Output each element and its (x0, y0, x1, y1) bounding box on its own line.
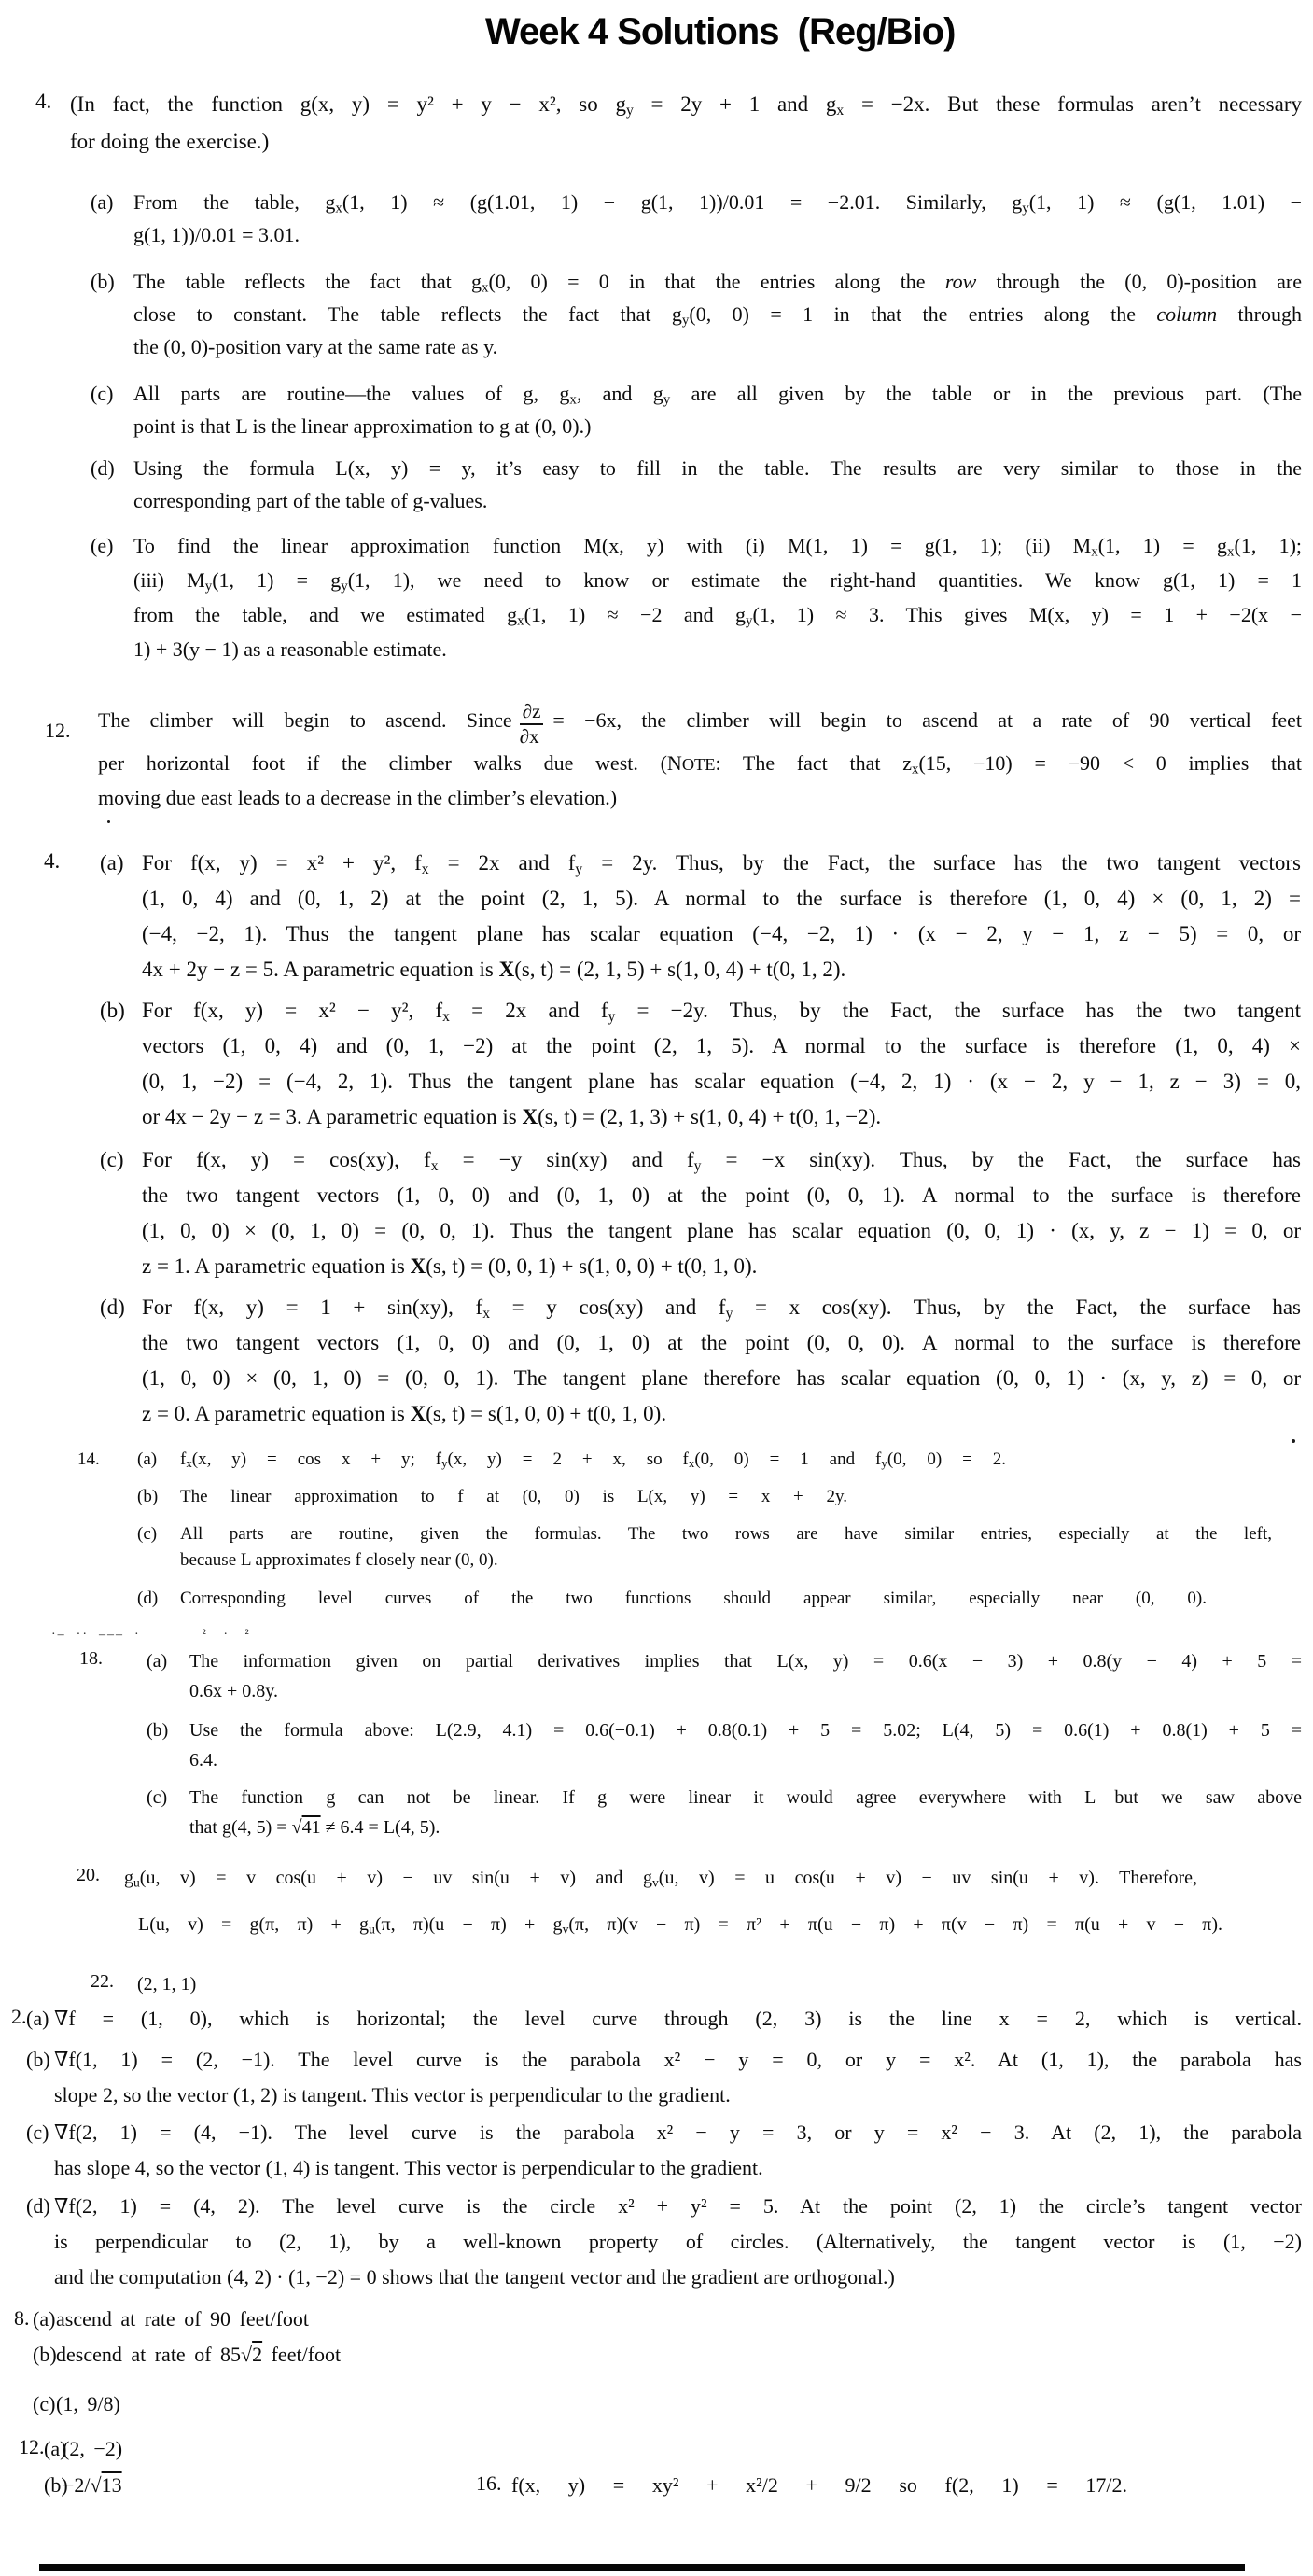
text-line (26, 2001, 1302, 2037)
text-line: is perpendicular to (2, 1), by a well-known property of circles. (Alternatively, the tangent vector is (1, −2) (54, 2230, 1302, 2253)
item-text: For f(x, y) = x² + y², $f_x = 2x$ and $f_y = 2y$. Thus, by the Fact, the surface has the two tangent vectors (142, 851, 1302, 877)
item-8b (33, 2339, 709, 2371)
item-text: Use the formula above: L(2.9, 4.1) = 0.6(−0.1) + 0.8(0.1) + 5 = 5.02; L(4, 5) = 0.6(1) + 0.8(1) + 5 = (189, 1720, 1302, 1741)
item-14b (137, 1484, 1281, 1510)
item-text: (2, −2) (63, 2437, 123, 2460)
item-text: For f(x, y) = cos(xy), $f_x = -y$ sin(xy) and $f_y = -x$ sin(xy). Thus, by the Fact, the surface has (142, 1148, 1301, 1174)
item-8c (33, 2388, 709, 2420)
item-label: (a) (33, 2307, 56, 2331)
text-line: (1, 0, 0) × (0, 1, 0) = (0, 0, 1). The tangent plane therefore has scalar equation (0, 0, 1) · (x, y, z) = 0, or (142, 1366, 1301, 1390)
item-label: (b) (137, 1487, 159, 1506)
item-2a (26, 2001, 1302, 2037)
item-2d (26, 2189, 1302, 2295)
item-text: All parts are routine—the values of g, $g_x$, and $g_y$ are all given by the table or in the previous part. (The (133, 382, 1303, 408)
item-4b-b (100, 993, 1301, 1135)
text-line (137, 1586, 1207, 1612)
problem-number-16: 16. (476, 2471, 502, 2495)
text-line: the (0, 0)-position vary at the same rate as y. (133, 335, 498, 358)
text-line: or 4x − 2y − z = 3. A parametric equation is X(s, t) = (2, 1, 3) + s(1, 0, 4) + t(0, 1, −2). (142, 1105, 882, 1128)
text-line (91, 528, 1303, 563)
text-line (137, 1521, 1272, 1547)
text-segment: = −6x, the climber will begin to ascend at a rate of 90 vertical feet (552, 708, 1302, 732)
text-line: z = 0. A parametric equation is X(s, t) = s(1, 0, 0) + t(0, 1, 0). (142, 1402, 667, 1425)
item-4b-d (100, 1290, 1301, 1432)
text-line: for doing the exercise.) (70, 130, 270, 153)
fraction-numerator: ∂z (522, 700, 541, 722)
text-line: 1) + 3(y − 1) as a reasonable estimate. (133, 637, 447, 661)
text-line (26, 2189, 1302, 2224)
item-text: Using the formula L(x, y) = y, it’s easy to fill in the table. The results are very similar to those in the (133, 456, 1302, 480)
item-12b-b (44, 2470, 529, 2501)
text-line: z = 1. A parametric equation is X(s, t) = (0, 0, 1) + s(1, 0, 0) + t(0, 1, 0). (142, 1254, 758, 1278)
text-line (100, 846, 1302, 881)
text-line: corresponding part of the table of g-values. (133, 489, 488, 512)
problem-number-2: 2. (11, 2005, 27, 2028)
text-line: that g(4, 5) = √41 ≠ 6.4 = L(4, 5). (189, 1817, 440, 1838)
item-label: (b) (100, 999, 125, 1022)
text-line: the two tangent vectors (1, 0, 0) and (0, 1, 0) at the point (0, 0, 1). A normal to the surface is therefore (142, 1183, 1301, 1207)
problem-22-text: (2, 1, 1) (137, 1974, 197, 1995)
text-line: (−4, −2, 1). Thus the tangent plane has scalar equation (−4, −2, 1) · (x − 2, y − 1, z − 5) = 0, or (142, 922, 1301, 945)
text-line: point is that L is the linear approximation to g at (0, 0).) (133, 414, 592, 438)
item-text: −2/√13 (63, 2473, 122, 2497)
text-line: 6.4. (189, 1750, 217, 1771)
item-text: The table reflects the fact that $g_x(0$, 0) = 0 in that the entries along the row through the (0, 0)-position are (133, 270, 1303, 296)
item-text: From the table, $g_x(1$, 1) ≈ (g(1.01, 1) − g(1, 1))/0.01 = −2.01. Similarly, $g_y(1$, 1) ≈ (g(1, 1.01) − (133, 190, 1302, 217)
item-text: ∇f(2, 1) = (4, −1). The level curve is the parabola x² − y = 3, or y = x² − 3. At (2, 1), the parabola (54, 2121, 1302, 2144)
item-label: (b) (147, 1720, 169, 1741)
item-label: (c) (147, 1787, 168, 1808)
text-line (147, 1783, 1302, 1813)
item-label: (d) (91, 456, 115, 480)
item-label: (e) (91, 534, 114, 557)
item-label: (a) (26, 2007, 49, 2030)
item-text: descend at rate of 85√2 feet/foot (56, 2343, 342, 2366)
text-line (100, 1290, 1301, 1325)
text-line: has slope 4, so the vector (1, 4) is tangent. This vector is perpendicular to the gradient. (54, 2156, 763, 2179)
text-line (137, 1484, 847, 1510)
item-text: ∇f(1, 1) = (2, −1). The level curve is the parabola x² − y = 0, or y = x². At (1, 1), the parabola has (54, 2048, 1302, 2071)
text-line (100, 993, 1301, 1029)
item-text: All parts are routine, given the formulas. The two rows are have similar entries, especially at the left, (180, 1524, 1272, 1544)
item-2b (26, 2042, 1302, 2113)
text-line (26, 2042, 1302, 2078)
text-line: the two tangent vectors (1, 0, 0) and (0, 1, 0) at the point (0, 0, 0). A normal to the surface is therefore (142, 1331, 1301, 1354)
item-4b-a (100, 846, 1302, 987)
text-segment: The climber will begin to ascend. Since (98, 708, 512, 732)
item-18b (147, 1715, 1302, 1775)
text-line (100, 1142, 1301, 1178)
item-label: (a) (137, 1449, 158, 1469)
item-4e (91, 528, 1303, 666)
item-text: The function g can not be linear. If g were linear it would agree everywhere with L—but we saw above (189, 1787, 1302, 1808)
item-12b-a (44, 2433, 529, 2465)
text-line (98, 702, 1302, 747)
item-text: The linear approximation to f at (0, 0) is L(x, y) = x + 2y. (180, 1487, 847, 1506)
item-label: (c) (33, 2392, 56, 2415)
problem-number-20: 20. (77, 1865, 100, 1885)
problem-number-22: 22. (91, 1971, 114, 1992)
text-line (91, 452, 1302, 484)
item-label: (a) (147, 1651, 168, 1672)
item-label: (c) (137, 1524, 158, 1544)
item-4a (91, 186, 1302, 251)
scan-speck (107, 820, 110, 823)
problem-12 (98, 702, 1302, 815)
item-4d (91, 452, 1302, 517)
text-line: 4x + 2y − z = 5. A parametric equation is X(s, t) = (2, 1, 5) + s(1, 0, 4) + t(0, 1, 2). (142, 958, 846, 981)
text-line: per horizontal foot if the climber walks due west. (NOTE: The fact that $z_x(15$, −10) = −90 < 0 implies that (98, 751, 1303, 777)
item-text: $f_x(x$, y) = cos x + y; $f_y(x$, y) = 2 + x, so $f_x(0$, 0) = 1 and $f_y(0$, 0) = 2. (180, 1449, 1006, 1471)
item-text: For f(x, y) = 1 + sin(xy), $f_x = y$ cos(xy) and $f_y = x$ cos(xy). Thus, by the Fact, the surface has (142, 1295, 1301, 1322)
item-4c (91, 377, 1303, 442)
text-line: (1, 0, 4) and (0, 1, 2) at the point (2, 1, 5). A normal to the surface is therefore (1, 0, 4) × (0, 1, 2) = (142, 887, 1301, 910)
text-line: and the computation (4, 2) · (1, −2) = 0 shows that the tangent vector and the gradient are orthogonal.) (54, 2265, 895, 2289)
scan-speck (1292, 1439, 1295, 1443)
item-label: (a) (91, 190, 114, 214)
text-line (147, 1715, 1302, 1745)
item-label: (b) (26, 2048, 50, 2071)
item-text: The information given on partial derivatives implies that L(x, y) = 0.6(x − 3) + 0.8(y − 4) + 5 = (189, 1651, 1302, 1672)
item-18a (147, 1646, 1302, 1706)
scan-edge-bar (39, 2564, 1245, 2571)
text-line: (0, 1, −2) = (−4, 2, 1). Thus the tangent plane has scalar equation (−4, 2, 1) · (x − 2, y − 1, z − 3) = 0, (142, 1070, 1301, 1093)
item-text: ∇f(2, 1) = (4, 2). The level curve is the circle x² + y² = 5. At the point (2, 1) the circle’s tangent vector (54, 2194, 1302, 2218)
text-line (91, 377, 1303, 410)
text-line: because L approximates f closely near (0, 0). (180, 1550, 498, 1570)
problem-20-text: $g_u(u$, v) = v cos(u + v) − uv sin(u + v) and $g_v(u$, v) = u cos(u + v) − uv sin(u + v). Therefore, (124, 1868, 1197, 1890)
problem-number-12b: 12. (19, 2435, 45, 2458)
item-label: (b) (91, 270, 115, 293)
text-line: vectors (1, 0, 4) and (0, 1, −2) at the point (2, 1, 5). A normal to the surface is therefore (1, 0, 4) × (142, 1034, 1301, 1057)
text-line: close to constant. The table reflects the fact that $g_y(0$, 0) = 1 in that the entries along the column through (133, 302, 1302, 329)
item-label: (b) (33, 2343, 57, 2366)
item-label: (b) (44, 2473, 68, 2497)
item-4b (91, 265, 1303, 363)
fraction-denominator: ∂x (520, 723, 544, 747)
item-label: (c) (91, 382, 114, 405)
problem-number-14: 14. (77, 1449, 100, 1469)
item-label: (c) (100, 1148, 124, 1171)
item-8a (33, 2303, 709, 2335)
item-14c (137, 1521, 1272, 1574)
problem-16-text: f(x, y) = xy² + x²/2 + 9/2 so f(2, 1) = 17/2. (511, 2473, 1127, 2497)
problem-4-intro (70, 86, 1302, 161)
item-18c (147, 1783, 1302, 1842)
text-line: 0.6x + 0.8y. (189, 1681, 278, 1701)
item-4b-c (100, 1142, 1301, 1284)
item-14a (137, 1447, 1281, 1473)
text-line: (1, 0, 0) × (0, 1, 0) = (0, 0, 1). Thus the tangent plane has scalar equation (0, 0, 1) · (x, y, z − 1) = 0, or (142, 1219, 1301, 1242)
item-label: (c) (26, 2121, 49, 2144)
item-label: (d) (26, 2194, 50, 2218)
item-label: (d) (100, 1295, 125, 1319)
item-2c (26, 2115, 1302, 2186)
text-line: from the table, and we estimated $g_x(1$, 1) ≈ −2 and $g_y(1$, 1) ≈ 3. This gives M(x, y) = 1 + −2(x − (133, 603, 1302, 629)
item-text: (1, 9/8) (56, 2392, 120, 2415)
item-label: (d) (137, 1589, 159, 1608)
partial-derivative-fraction (520, 702, 544, 747)
text-line (137, 1447, 1006, 1473)
item-14d (137, 1586, 1281, 1612)
page-title: Week 4 Solutions (Reg/Bio) (485, 11, 956, 52)
item-text: ∇f = (1, 0), which is horizontal; the level curve through (2, 3) is the line x = 2, which is vertical. (54, 2007, 1302, 2030)
text-line (91, 265, 1303, 298)
problem-number-4: 4. (35, 90, 52, 113)
item-label: (a) (44, 2437, 67, 2460)
problem-20-equation: L(u, v) = g(π, $\pi) + g_u(\pi$, $\pi)(u - \pi) + g_v(\pi$, π)(v − π) = π² + π(u − π) + π(v − π) = π(u + v − π). (138, 1914, 1222, 1937)
item-text: Corresponding level curves of the two functions should appear similar, especially near (0, 0). (180, 1589, 1207, 1608)
scan-smudge-artifact: ·– ·· ––– · ² · ² (51, 1628, 251, 1642)
item-text: ascend at rate of 90 feet/foot (56, 2307, 310, 2331)
text-line (26, 2115, 1302, 2150)
text-line: slope 2, so the vector (1, 2) is tangent. This vector is perpendicular to the gradient. (54, 2083, 731, 2107)
text-line: moving due east leads to a decrease in the climber’s elevation.) (98, 786, 618, 809)
item-label: (a) (100, 851, 124, 875)
text-line: g(1, 1))/0.01 = 3.01. (133, 223, 300, 246)
problem-number-18: 18. (79, 1648, 103, 1669)
item-text: To find the linear approximation function M(x, y) with (i) M(1, 1) = g(1, 1); (ii) $M_x(1$, $1) = g_x(1$, 1); (133, 534, 1303, 560)
text-line: (In fact, the function g(x, y) = y² + y − x², so $g_y = 2y + 1$ and $g_x = -2x$. But these formulas aren’t necessary (70, 92, 1303, 119)
text-line (147, 1646, 1302, 1676)
item-text: For f(x, y) = x² − y², $f_x = 2x$ and $f_y = -2y$. Thus, by the Fact, the surface has the two tangent (142, 999, 1301, 1025)
problem-number-12: 12. (45, 719, 71, 742)
problem-number-4b: 4. (44, 849, 61, 873)
text-line: (iii) $M_y(1$, $1) = g_y(1$, 1), we need to know or estimate the right-hand quantities. We know g(1, 1) = 1 (133, 568, 1303, 595)
text-line (91, 186, 1302, 218)
problem-number-8: 8. (14, 2306, 30, 2330)
